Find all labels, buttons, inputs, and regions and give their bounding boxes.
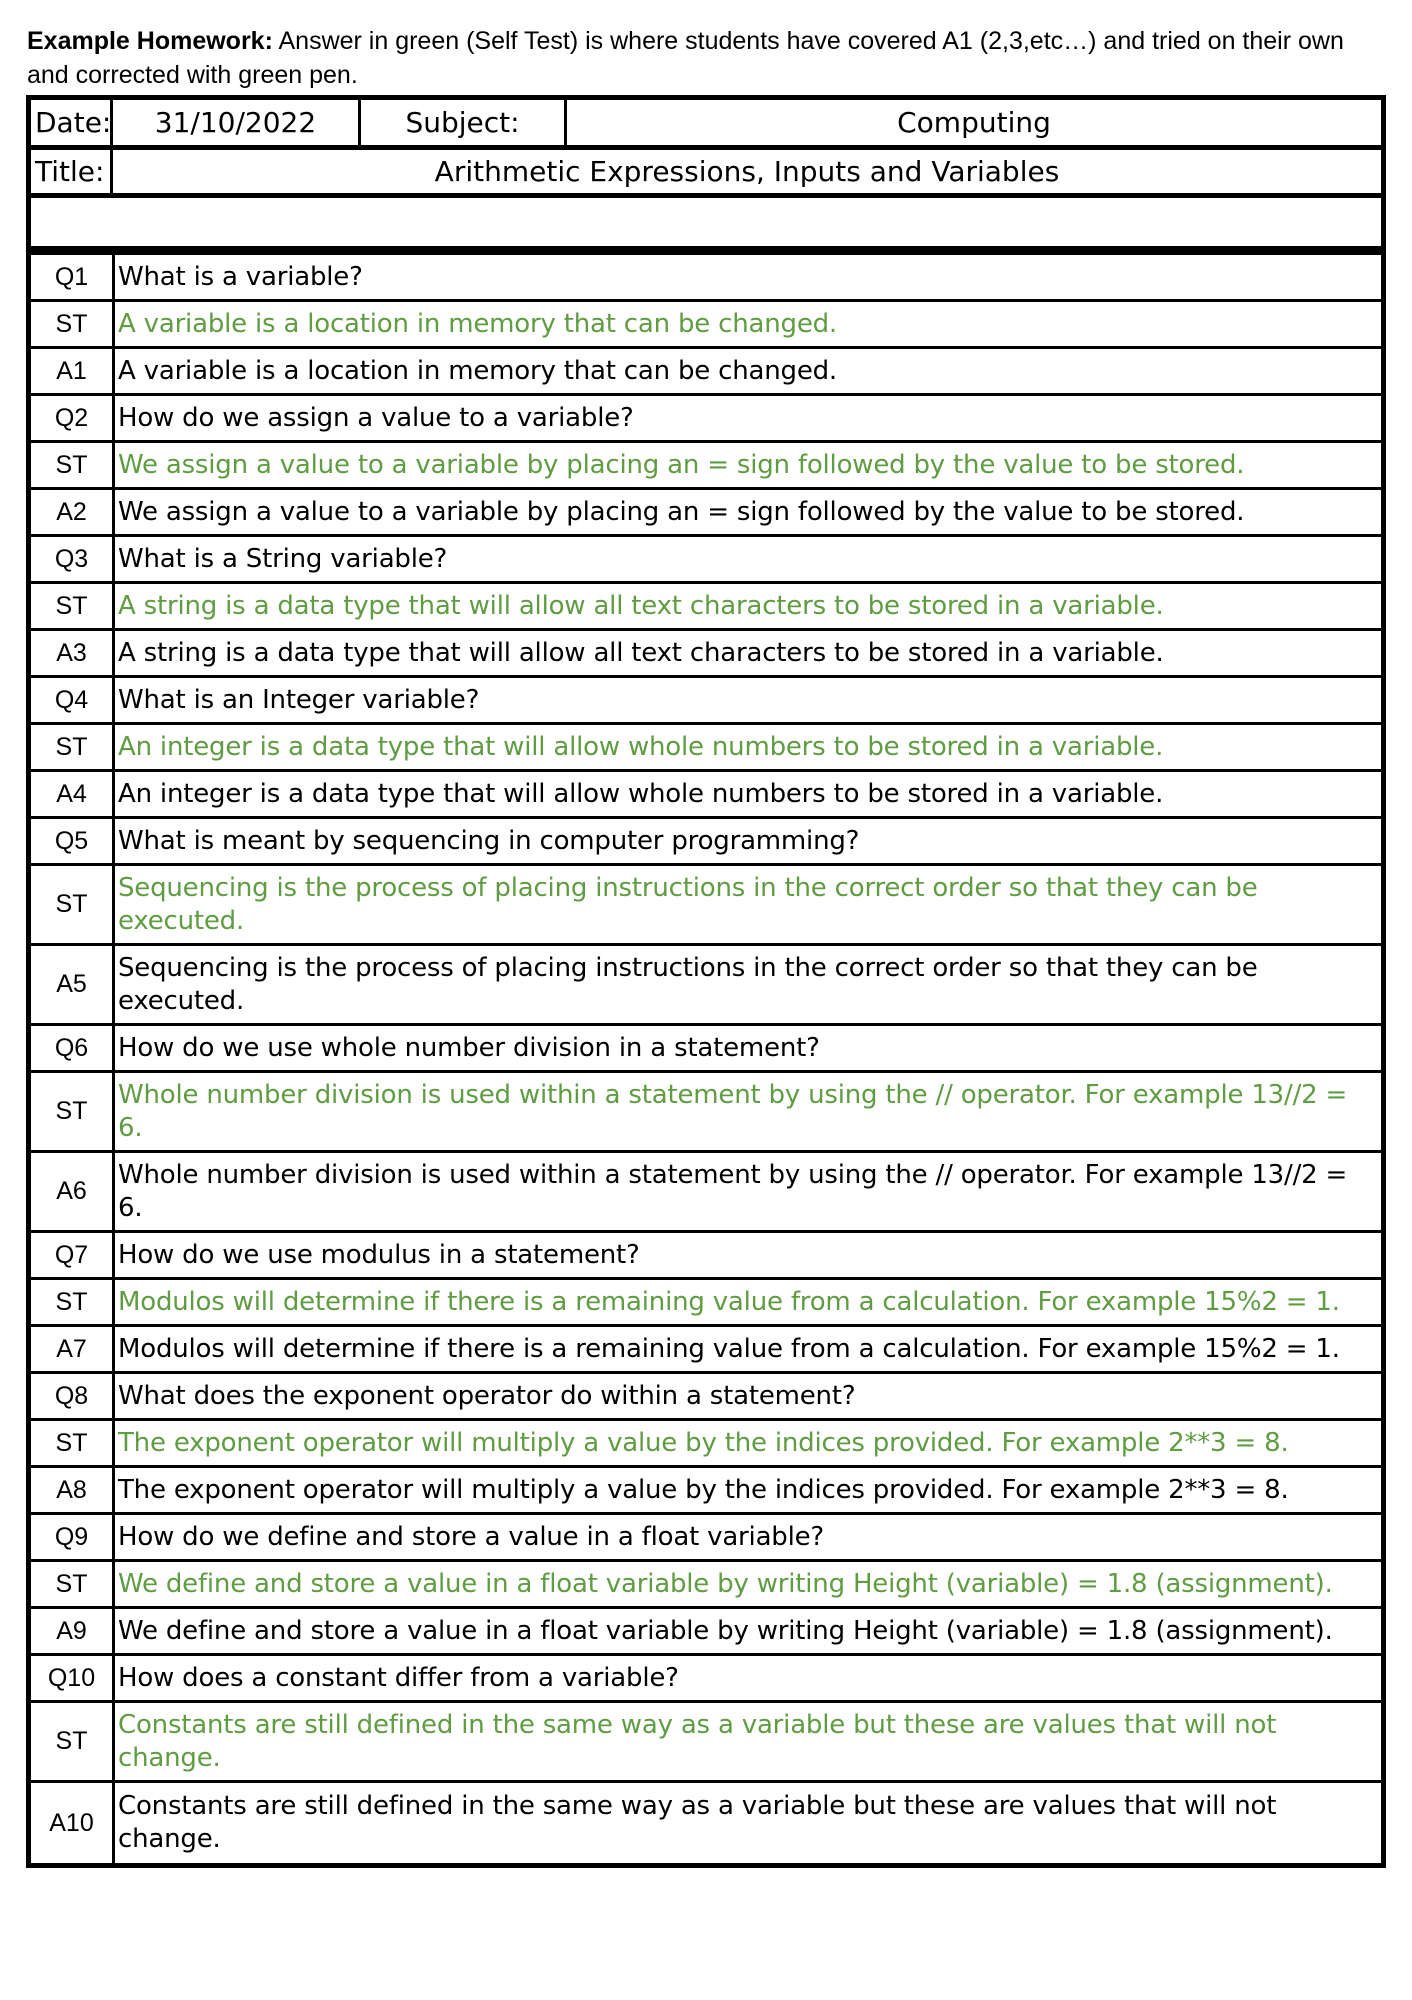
subject-label: Subject: [361,100,567,145]
header-row-date-subject [31,100,1381,150]
self-test-row [31,1421,1381,1468]
answer-text: We define and store a value in a float variable by writing Height (variable) = 1.8 (assignment). [118,1615,1333,1646]
self-test-answer-text: Modulos will determine if there is a remaining value from a calculation. For example 15%2 = 1. [118,1286,1340,1317]
self-test-row [31,302,1381,349]
self-test-row [31,443,1381,490]
self-test-row [31,725,1381,772]
row-label: A1 [31,349,115,393]
answer-row [31,490,1381,537]
answer-text: An integer is a data type that will allow whole numbers to be stored in a variable. [118,778,1164,809]
blank-cell [31,198,1381,246]
row-label: A2 [31,490,115,534]
row-label: Q6 [31,1026,115,1070]
qa-table [26,250,1386,1868]
answer-text: Modulos will determine if there is a remaining value from a calculation. For example 15%2 = 1. [118,1333,1340,1364]
self-test-answer-text: We assign a value to a variable by placing an = sign followed by the value to be stored. [118,449,1245,480]
row-label: A10 [31,1783,115,1863]
row-label: Q7 [31,1233,115,1277]
self-test-answer-text: Sequencing is the process of placing instructions in the correct order so that they can be executed. [118,872,1258,936]
question-text: How does a constant differ from a variable? [118,1662,679,1693]
question-text: How do we assign a value to a variable? [118,402,634,433]
row-label: A7 [31,1327,115,1371]
row-label: Q9 [31,1515,115,1559]
row-label: ST [31,1703,115,1780]
question-row [31,1233,1381,1280]
answer-row [31,349,1381,396]
self-test-answer-text: An integer is a data type that will allow whole numbers to be stored in a variable. [118,731,1164,762]
row-label: A9 [31,1609,115,1653]
answer-row [31,1783,1381,1863]
self-test-answer-text: A string is a data type that will allow all text characters to be stored in a variable. [118,590,1164,621]
answer-row [31,1327,1381,1374]
answer-text: Sequencing is the process of placing instructions in the correct order so that they can be executed. [118,952,1258,1016]
row-label: ST [31,1421,115,1465]
question-row [31,1374,1381,1421]
question-text: How do we use whole number division in a statement? [118,1032,820,1063]
row-label: Q10 [31,1656,115,1700]
intro-text: Answer in green (Self Test) is where students have covered A1 (2,3,etc…) and tried on their own and corrected with green pen. [27,27,1344,89]
row-label: Q3 [31,537,115,581]
row-label: A3 [31,631,115,675]
row-label: ST [31,443,115,487]
question-row [31,396,1381,443]
row-label: Q2 [31,396,115,440]
answer-text: Whole number division is used within a statement by using the // operator. For example 13//2 = 6. [118,1159,1348,1223]
self-test-row [31,1280,1381,1327]
row-label: ST [31,725,115,769]
row-label: A6 [31,1153,115,1230]
header-row-blank [31,198,1381,246]
row-label: ST [31,584,115,628]
question-row [31,1026,1381,1073]
question-row [31,1515,1381,1562]
row-label: ST [31,1073,115,1150]
row-label: ST [31,302,115,346]
row-label: Q8 [31,1374,115,1418]
answer-text: The exponent operator will multiply a value by the indices provided. For example 2**3 = 8. [118,1474,1289,1505]
question-row [31,1656,1381,1703]
date-label: Date: [31,100,113,145]
self-test-answer-text: Constants are still defined in the same way as a variable but these are values that will not change. [118,1709,1277,1773]
answer-text: Constants are still defined in the same way as a variable but these are values that will not change. [118,1791,1277,1854]
answer-row [31,1609,1381,1656]
row-label: ST [31,866,115,943]
answer-row [31,1153,1381,1233]
answer-text: A variable is a location in memory that can be changed. [118,355,837,386]
row-label: A5 [31,946,115,1023]
question-text: What does the exponent operator do within a statement? [118,1380,856,1411]
row-label: A8 [31,1468,115,1512]
row-label: ST [31,1562,115,1606]
self-test-row [31,1562,1381,1609]
self-test-answer-text: A variable is a location in memory that can be changed. [118,308,837,339]
answer-text: We assign a value to a variable by placing an = sign followed by the value to be stored. [118,496,1245,527]
row-label: A4 [31,772,115,816]
question-text: What is a variable? [118,261,363,292]
self-test-answer-text: We define and store a value in a float variable by writing Height (variable) = 1.8 (assignment). [118,1568,1333,1599]
question-row [31,678,1381,725]
header-table [26,95,1386,251]
row-label: ST [31,1280,115,1324]
row-label: Q1 [31,255,115,299]
question-text: What is an Integer variable? [118,684,480,715]
row-label: Q4 [31,678,115,722]
title-value: Arithmetic Expressions, Inputs and Variables [434,155,1060,188]
question-text: What is a String variable? [118,543,448,574]
answer-row [31,946,1381,1026]
question-text: How do we use modulus in a statement? [118,1239,640,1270]
title-label: Title: [31,150,113,193]
answer-row [31,1468,1381,1515]
intro-bold-label: Example Homework: [27,27,273,55]
self-test-answer-text: The exponent operator will multiply a value by the indices provided. For example 2**3 = 8. [118,1427,1289,1458]
self-test-row [31,1703,1381,1783]
question-row [31,255,1381,302]
row-label: Q5 [31,819,115,863]
question-row [31,537,1381,584]
self-test-answer-text: Whole number division is used within a statement by using the // operator. For example 13//2 = 6. [118,1079,1348,1143]
self-test-row [31,866,1381,946]
subject-value: Computing [897,106,1051,139]
question-text: What is meant by sequencing in computer programming? [118,825,860,856]
date-value: 31/10/2022 [113,100,361,145]
self-test-row [31,1073,1381,1153]
answer-row [31,772,1381,819]
self-test-row [31,584,1381,631]
homework-intro [27,24,1387,92]
answer-text: A string is a data type that will allow all text characters to be stored in a variable. [118,637,1164,668]
header-row-title [31,150,1381,198]
answer-row [31,631,1381,678]
question-text: How do we define and store a value in a float variable? [118,1521,825,1552]
question-row [31,819,1381,866]
